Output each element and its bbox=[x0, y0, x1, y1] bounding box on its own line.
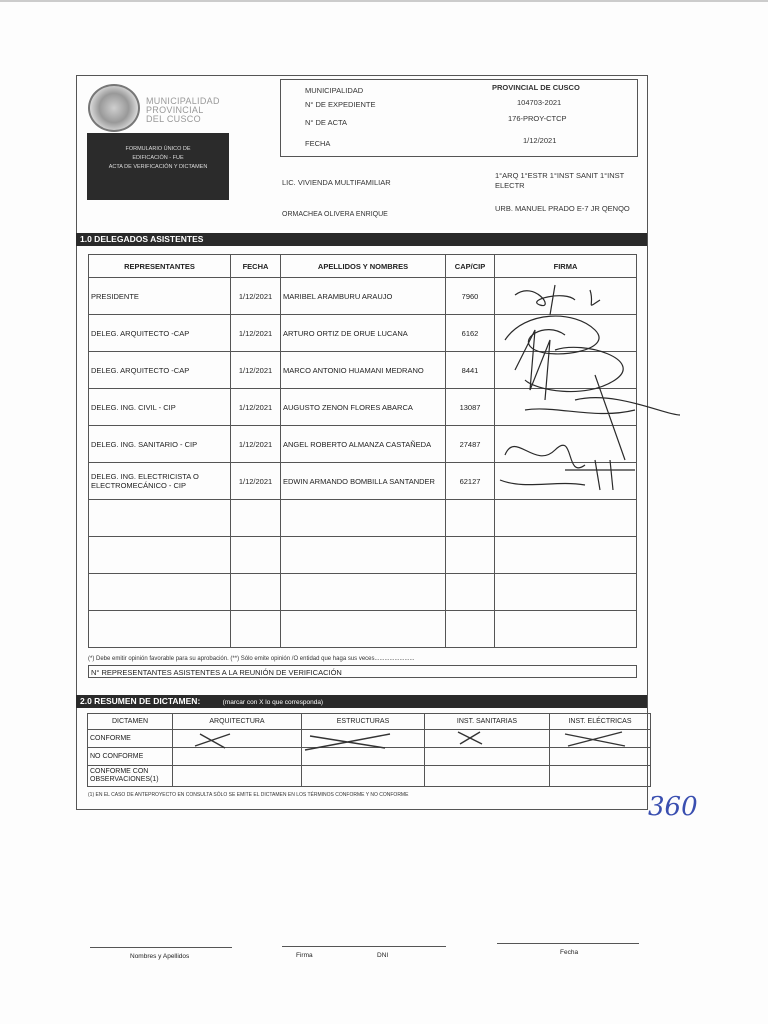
row-cap: 8441 bbox=[446, 352, 495, 389]
row-fecha: 1/12/2021 bbox=[231, 352, 281, 389]
logo-line-3: DEL CUSCO bbox=[146, 114, 201, 124]
table-header-row bbox=[89, 255, 637, 278]
dictamen-row bbox=[88, 766, 651, 787]
table-row-empty bbox=[89, 500, 637, 537]
row-no-conforme: NO CONFORME bbox=[88, 748, 173, 766]
row-conforme: CONFORME bbox=[88, 730, 173, 748]
form-title-line-3: ACTA DE VERIFICACIÓN Y DICTAMEN bbox=[108, 164, 208, 170]
col-cap: CAP/CIP bbox=[446, 255, 495, 278]
row-cap: 13087 bbox=[446, 389, 495, 426]
row-fecha: 1/12/2021 bbox=[231, 426, 281, 463]
direccion-text: URB. MANUEL PRADO E-7 JR QENQO bbox=[495, 204, 630, 213]
col-firma: FIRMA bbox=[495, 255, 637, 278]
row-nombre: AUGUSTO ZENON FLORES ABARCA bbox=[281, 389, 446, 426]
handwritten-page-number: 360 bbox=[648, 792, 698, 822]
form-title-line-1: FORMULARIO ÚNICO DE bbox=[125, 146, 191, 152]
dni-label: DNI bbox=[377, 952, 389, 959]
municipal-seal-icon bbox=[88, 84, 140, 132]
col-estructuras: ESTRUCTURAS bbox=[302, 714, 425, 730]
row-rep: PRESIDENTE bbox=[89, 278, 231, 315]
col-sanitarias: INST. SANITARIAS bbox=[425, 714, 550, 730]
firma-line bbox=[282, 946, 446, 947]
section-2-bar bbox=[76, 695, 647, 708]
licencia-text: LIC. VIVIENDA MULTIFAMILIAR bbox=[282, 178, 391, 187]
section-1-note: (*) Debe emitir opinión favorable para su aprobación. (**) Sólo emite opinión /O entidad que haga sus veces........................ bbox=[88, 656, 415, 662]
nombres-label: Nombres y Apellidos bbox=[130, 953, 190, 960]
logo-line-1: MUNICIPALIDAD bbox=[146, 96, 220, 106]
form-title-line-2: EDIFICACIÓN - FUE bbox=[132, 155, 184, 161]
section-1-title: 1.0 DELEGADOS ASISTENTES bbox=[76, 233, 647, 246]
form-title-box bbox=[87, 133, 229, 200]
col-dictamen: DICTAMEN bbox=[88, 714, 173, 730]
propietario-text: ORMACHEA OLIVERA ENRIQUE bbox=[282, 211, 388, 218]
row-rep: DELEG. ARQUITECTO -CAP bbox=[89, 352, 231, 389]
row-cap: 27487 bbox=[446, 426, 495, 463]
section-2-title: 2.0 RESUMEN DE DICTAMEN: bbox=[80, 696, 201, 706]
logo-line-2: PROVINCIAL bbox=[146, 105, 204, 115]
conforme-x-marks bbox=[190, 728, 630, 756]
row-rep: DELEG. ING. ELECTRICISTA O ELECTROMECÁNICO - CIP bbox=[89, 463, 231, 500]
fecha-label: FECHA bbox=[305, 139, 331, 148]
row-conforme-obs: CONFORME CON OBSERVACIONES(1) bbox=[88, 766, 173, 787]
row-fecha: 1/12/2021 bbox=[231, 315, 281, 352]
row-nombre: MARIBEL ARAMBURU ARAUJO bbox=[281, 278, 446, 315]
row-nombre: MARCO ANTONIO HUAMANI MEDRANO bbox=[281, 352, 446, 389]
representantes-count-label: N° REPRESENTANTES ASISTENTES A LA REUNIÓN DE VERIFICACIÓN bbox=[88, 665, 637, 678]
row-rep: DELEG. ING. CIVIL - CIP bbox=[89, 389, 231, 426]
acta-label: N° DE ACTA bbox=[305, 118, 348, 127]
acta-value: 176-PROY-CTCP bbox=[508, 114, 567, 123]
row-nombre: EDWIN ARMANDO BOMBILLA SANTANDER bbox=[281, 463, 446, 500]
expediente-label: N° DE EXPEDIENTE bbox=[305, 100, 376, 109]
row-fecha: 1/12/2021 bbox=[231, 463, 281, 500]
firma-label: Firma bbox=[296, 952, 313, 959]
row-rep: DELEG. ING. SANITARIO - CIP bbox=[89, 426, 231, 463]
signatures-scribble bbox=[495, 280, 685, 500]
especialidades-text: 1°ARQ 1°ESTR 1°INST SANIT 1°INST ELECTR bbox=[495, 171, 625, 190]
col-arquitectura: ARQUITECTURA bbox=[173, 714, 302, 730]
section-2-footnote: (1) EN EL CASO DE ANTEPROYECTO EN CONSULTA SÓLO SE EMITE EL DICTAMEN EN LOS TÉRMINOS CONFORME Y NO CONFORME bbox=[88, 792, 409, 798]
row-cap: 7960 bbox=[446, 278, 495, 315]
row-fecha: 1/12/2021 bbox=[231, 278, 281, 315]
col-electricas: INST. ELÉCTRICAS bbox=[550, 714, 651, 730]
fecha-line bbox=[497, 943, 639, 944]
table-row-empty bbox=[89, 537, 637, 574]
fecha-value: 1/12/2021 bbox=[523, 136, 557, 145]
row-cap: 6162 bbox=[446, 315, 495, 352]
section-2-subtitle: (marcar con X lo que corresponda) bbox=[222, 699, 324, 706]
scan-edge bbox=[0, 0, 768, 2]
municipalidad-value: PROVINCIAL DE CUSCO bbox=[492, 83, 580, 92]
row-nombre: ANGEL ROBERTO ALMANZA CASTAÑEDA bbox=[281, 426, 446, 463]
logo-text bbox=[146, 97, 220, 124]
table-row-empty bbox=[89, 574, 637, 611]
row-rep: DELEG. ARQUITECTO -CAP bbox=[89, 315, 231, 352]
municipalidad-label: MUNICIPALIDAD bbox=[305, 86, 364, 95]
row-nombre: ARTURO ORTIZ DE ORUE LUCANA bbox=[281, 315, 446, 352]
row-fecha: 1/12/2021 bbox=[231, 389, 281, 426]
table-row-empty bbox=[89, 611, 637, 648]
col-apellidos: APELLIDOS Y NOMBRES bbox=[281, 255, 446, 278]
nombres-line bbox=[90, 947, 232, 948]
col-representantes: REPRESENTANTES bbox=[89, 255, 231, 278]
col-fecha: FECHA bbox=[231, 255, 281, 278]
row-cap: 62127 bbox=[446, 463, 495, 500]
expediente-value: 104703-2021 bbox=[517, 98, 562, 107]
fecha-footer-label: Fecha bbox=[560, 949, 579, 956]
